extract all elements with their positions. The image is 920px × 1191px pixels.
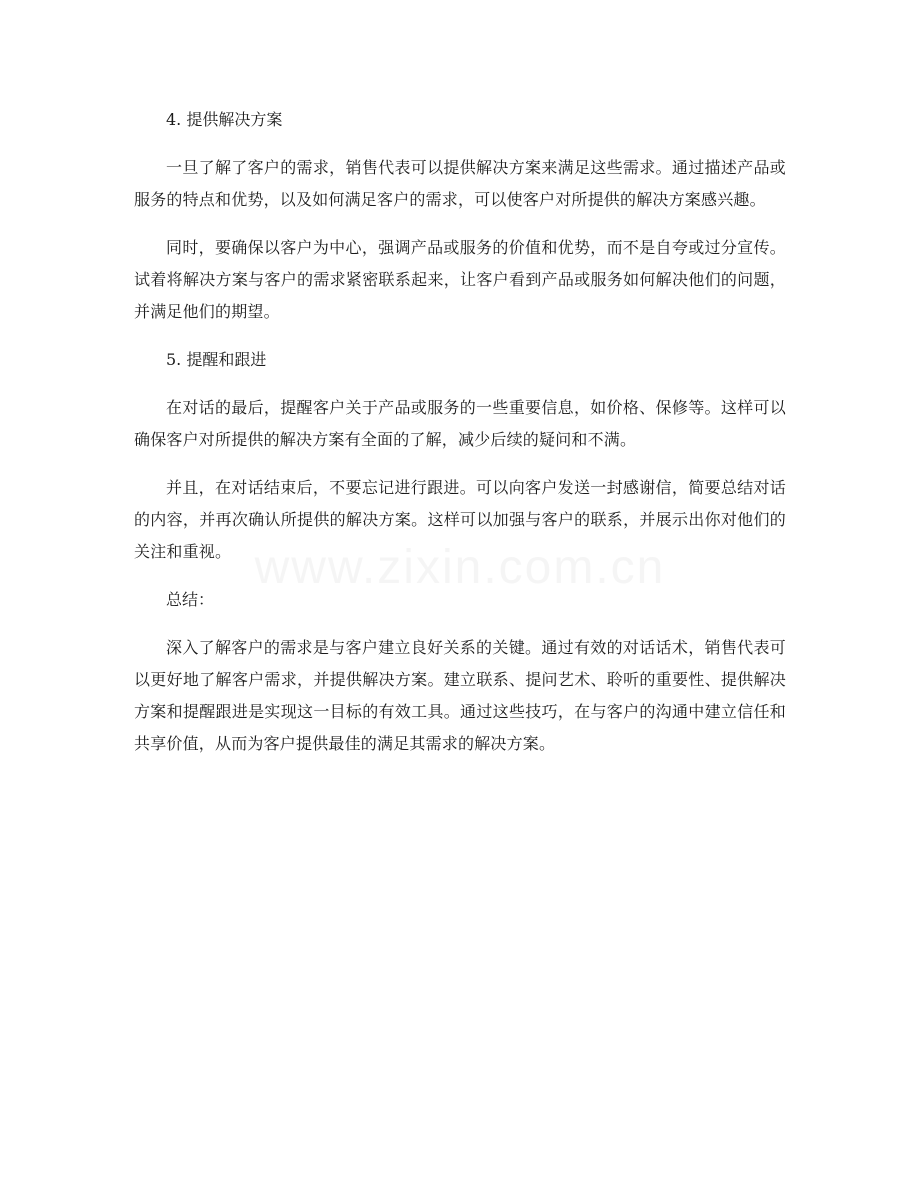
watermark: www.zixin.com.cn [254, 541, 666, 594]
section-4-heading: 4. 提供解决方案 [166, 110, 283, 129]
summary-paragraph: 深入了解客户的需求是与客户建立良好关系的关键。通过有效的对话话术，销售代表可以更好地了解客户需求，并提供解决方案。建立联系、提问艺术、聆听的重要性、提供解决方案和提醒跟进是实现这一目标的有效工具。通过这些技巧，在与客户的沟通中建立信任和共享价值，从而为客户提供最佳的满足其需求的解决方案。 [134, 638, 786, 753]
section-5-heading: 5. 提醒和跟进 [166, 350, 267, 369]
section-4-paragraph-1: 一旦了解了客户的需求，销售代表可以提供解决方案来满足这些需求。通过描述产品或服务的特点和优势，以及如何满足客户的需求，可以使客户对所提供的解决方案感兴趣。 [134, 158, 786, 209]
section-4-paragraph-2: 同时，要确保以客户为中心，强调产品或服务的价值和优势，而不是自夸或过分宣传。试着将解决方案与客户的需求紧密联系起来，让客户看到产品或服务如何解决他们的问题，并满足他们的期望。 [134, 238, 786, 321]
document-page [134, 104, 786, 776]
section-5-paragraph-1: 在对话的最后，提醒客户关于产品或服务的一些重要信息，如价格、保修等。这样可以确保客户对所提供的解决方案有全面的了解，减少后续的疑问和不满。 [134, 398, 786, 449]
summary-heading: 总结： [166, 590, 215, 609]
section-5-paragraph-2: 并且，在对话结束后，不要忘记进行跟进。可以向客户发送一封感谢信，简要总结对话的内容，并再次确认所提供的解决方案。这样可以加强与客户的联系，并展示出你对他们的关注和重视。 [134, 478, 786, 561]
